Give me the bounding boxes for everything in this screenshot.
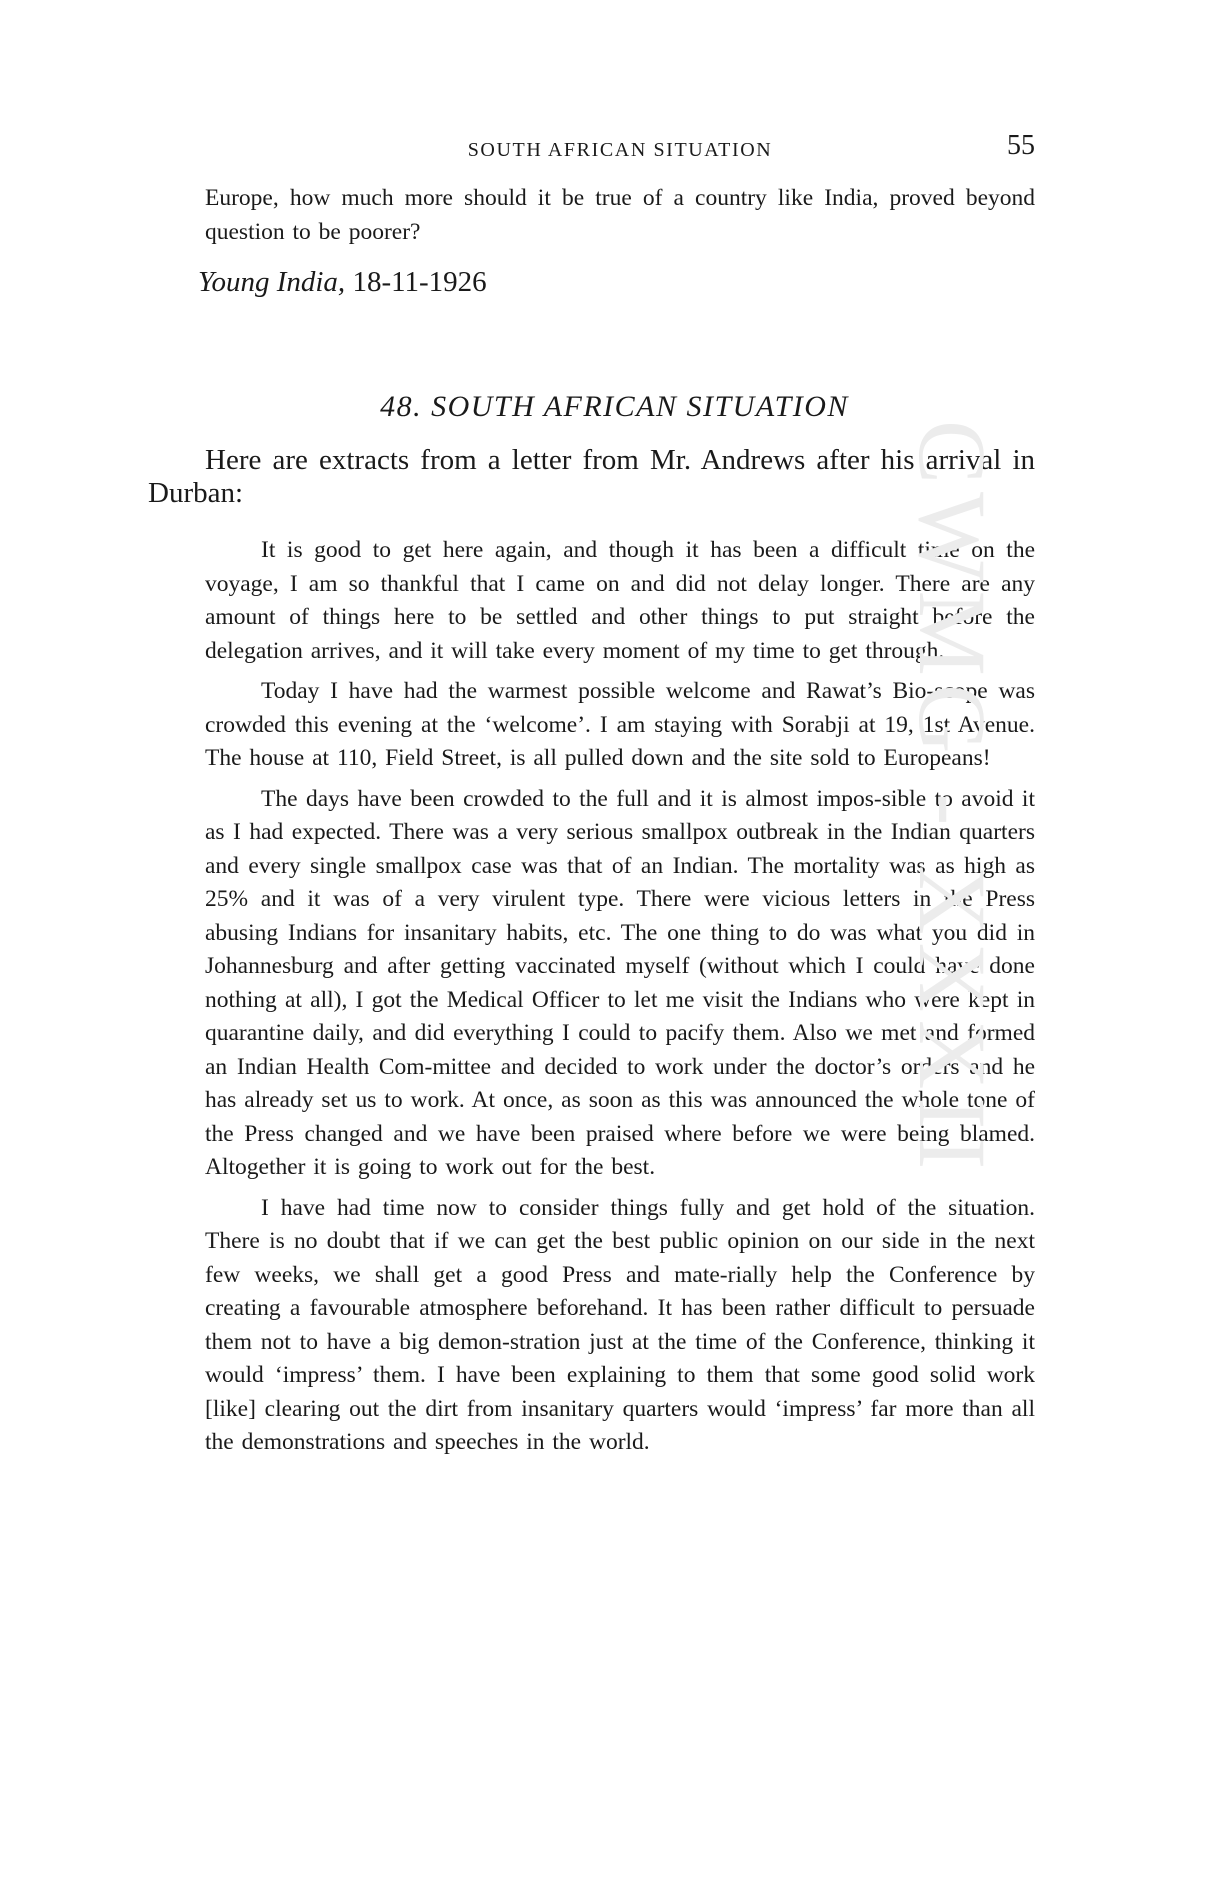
letter-paragraph-1: It is good to get here again, and though it has been a difficult time on the voyage, I am so thankful that I came on and did not delay longer. There are any amount of things here to be settled and other things to put straight before the delegation arrives, and it will take every moment of my time to get through.: [205, 537, 1035, 664]
continuation-text: Europe, how much more should it be true of a country like India, proved beyond question to be poorer?: [205, 185, 1035, 245]
source-citation: [198, 266, 487, 299]
page-number: 55: [1007, 130, 1035, 161]
intro-text: Here are extracts from a letter from Mr. Andrews after his arrival in Durban:: [148, 444, 1035, 509]
watermark: CWMG - XXXII: [899, 420, 1006, 1178]
source-date: 18-11-1926: [352, 266, 487, 298]
running-head: [205, 130, 1035, 168]
letter-paragraph-4: I have had time now to consider things fully and get hold of the situation. There is no doubt that if we can get the best public opinion on our side in the next few weeks, we shall get a good Press and mate-rially help the Conference by creating a favourable atmosphere beforehand. It has been rather difficult to persuade them not to have a big demon-stration just at the time of the Conference, thinking it would ‘impress’ them. I have been explaining to them that some good solid work [like] clearing out the dirt from insanitary quarters would ‘impress’ far more than all the demonstrations and speeches in the world.: [205, 1194, 1035, 1455]
letter-paragraph-2: Today I have had the warmest possible welcome and Rawat’s Bio-scope was crowded this evening at the ‘welcome’. I am staying with Sorabji at 19, 1st Avenue. The house at 110, Field Street, is all pulled down and the site sold to Europeans!: [205, 678, 1035, 771]
article-title: 48. SOUTH AFRICAN SITUATION: [380, 390, 849, 423]
continuation-paragraph: [205, 182, 1035, 249]
letter-extract: [205, 534, 1035, 1467]
running-title: SOUTH AFRICAN SITUATION: [467, 139, 773, 161]
article-intro: [148, 444, 1035, 510]
letter-paragraph-3: The days have been crowded to the full and it is almost impos-sible to avoid it as I had expected. There was a very serious smallpox outbreak in the Indian quarters and every single smallpox case was that of an Indian. The mortality was as high as 25% and it was of a very virulent type. There were vicious letters in the Press abusing Indians for insanitary habits, etc. The one thing to do was what you did in Johannesburg and after getting vaccinated myself (without which I could have done nothing at all), I got the Medical Officer to let me visit the Indians who were kept in quarantine daily, and did everything I could to pacify them. Also we met and formed an Indian Health Com-mittee and decided to work under the doctor’s orders and he has already set us to work. At once, as soon as this was announced the whole tone of the Press changed and we have been praised where before we were being blamed. Altogether it is going to work out for the best.: [205, 785, 1035, 1180]
source-publication: Young India,: [198, 266, 346, 298]
